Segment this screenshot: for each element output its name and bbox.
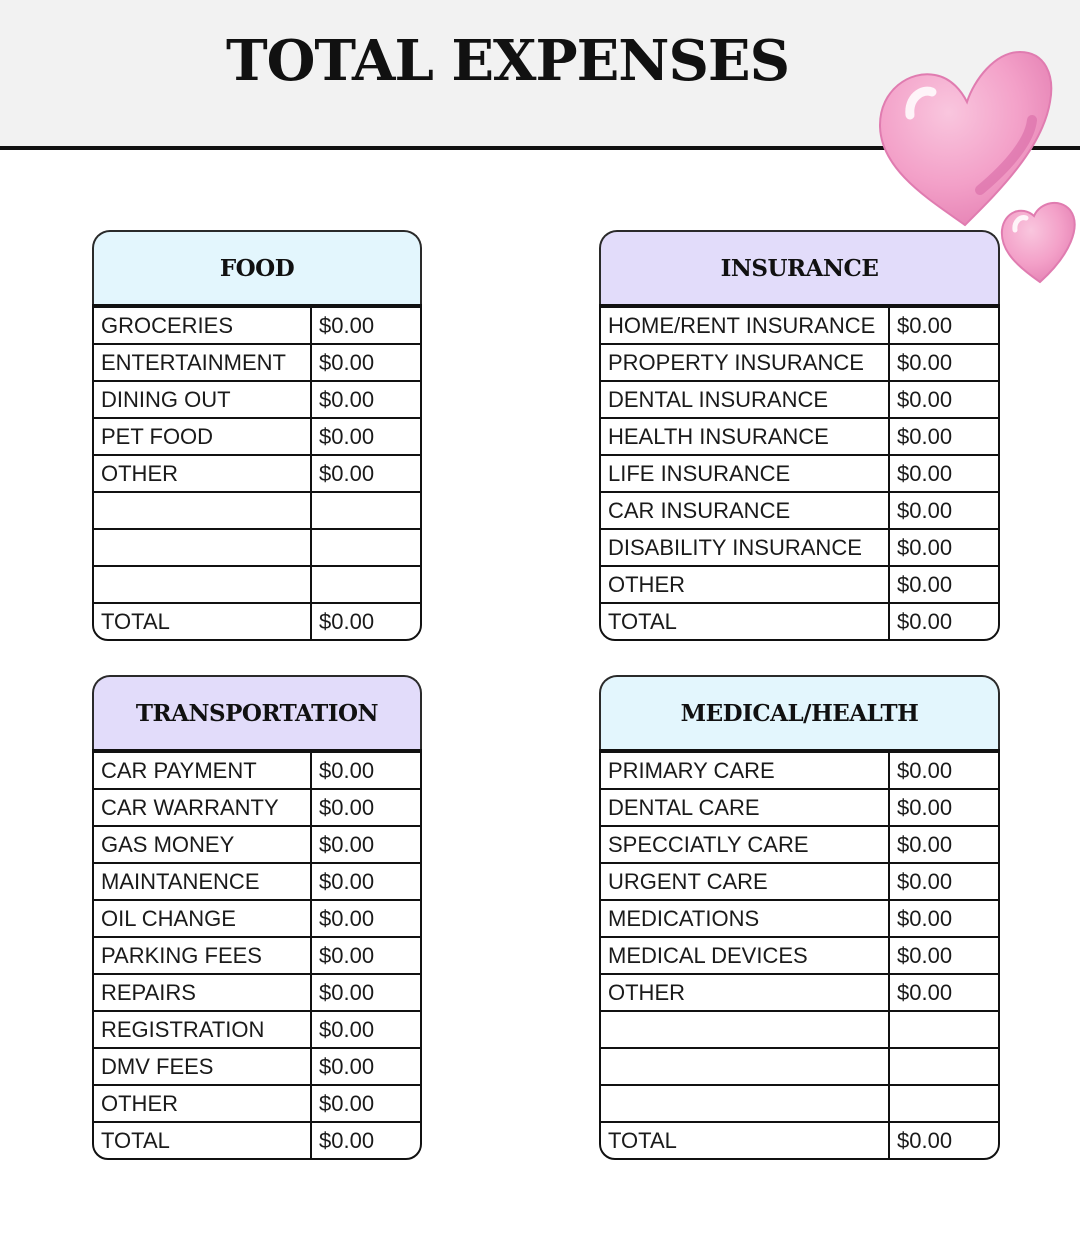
row-amount[interactable]: [312, 530, 420, 565]
row-label: CAR WARRANTY: [94, 790, 312, 825]
table-row: [94, 973, 420, 1010]
row-amount[interactable]: $0.00: [897, 979, 953, 1005]
table-row: [94, 306, 420, 343]
row-label: REGISTRATION: [94, 1012, 312, 1047]
table-row: [601, 491, 998, 528]
table-row: [601, 1010, 998, 1047]
row-amount[interactable]: $0.00: [897, 794, 953, 820]
food-header: FOOD: [92, 230, 422, 304]
row-label: PARKING FEES: [94, 938, 312, 973]
row-label: OTHER: [601, 975, 890, 1010]
page-title: TOTAL EXPENSES: [225, 28, 790, 94]
row-label: [601, 1049, 890, 1084]
row-label: LIFE INSURANCE: [601, 456, 890, 491]
row-label: CAR PAYMENT: [94, 753, 312, 788]
row-amount[interactable]: $0.00: [897, 571, 953, 597]
table-row: [94, 936, 420, 973]
food-total-row: [94, 602, 420, 639]
table-row: [94, 862, 420, 899]
table-row: [94, 788, 420, 825]
row-label: [601, 1086, 890, 1121]
row-amount[interactable]: $0.00: [319, 868, 375, 894]
row-amount[interactable]: $0.00: [319, 608, 375, 634]
row-label: TOTAL: [94, 1123, 312, 1158]
table-row: [601, 565, 998, 602]
medical-card: [599, 675, 1000, 1160]
table-row: [601, 454, 998, 491]
row-label: MEDICAL DEVICES: [601, 938, 890, 973]
row-label: HOME/RENT INSURANCE: [601, 308, 890, 343]
row-label: DISABILITY INSURANCE: [601, 530, 890, 565]
medical-total-row: [601, 1121, 998, 1158]
row-amount[interactable]: $0.00: [319, 831, 375, 857]
row-label: TOTAL: [601, 604, 890, 639]
table-row: [601, 1047, 998, 1084]
row-amount[interactable]: $0.00: [319, 312, 375, 338]
row-label: MEDICATIONS: [601, 901, 890, 936]
row-label: TOTAL: [601, 1123, 890, 1158]
row-label: URGENT CARE: [601, 864, 890, 899]
row-amount[interactable]: $0.00: [897, 905, 953, 931]
row-label: [94, 567, 312, 602]
row-label: GAS MONEY: [94, 827, 312, 862]
row-amount[interactable]: $0.00: [897, 460, 953, 486]
table-row: [601, 788, 998, 825]
transportation-card: [92, 675, 422, 1160]
table-row: [94, 528, 420, 565]
heart-icon: [880, 52, 1051, 225]
transportation-table: [92, 749, 422, 1160]
row-label: CAR INSURANCE: [601, 493, 890, 528]
row-label: PRIMARY CARE: [601, 753, 890, 788]
row-amount[interactable]: $0.00: [319, 349, 375, 375]
row-label: DENTAL INSURANCE: [601, 382, 890, 417]
row-label: [94, 530, 312, 565]
row-label: [94, 493, 312, 528]
row-amount[interactable]: $0.00: [897, 868, 953, 894]
row-amount[interactable]: [890, 1086, 998, 1121]
row-amount[interactable]: $0.00: [319, 386, 375, 412]
row-label: OTHER: [601, 567, 890, 602]
row-amount[interactable]: $0.00: [319, 1053, 375, 1079]
row-amount[interactable]: $0.00: [897, 349, 953, 375]
row-label: MAINTANENCE: [94, 864, 312, 899]
table-row: [94, 1084, 420, 1121]
row-amount[interactable]: $0.00: [319, 1127, 375, 1153]
table-row: [94, 491, 420, 528]
row-label: HEALTH INSURANCE: [601, 419, 890, 454]
row-label: OIL CHANGE: [94, 901, 312, 936]
table-row: [601, 343, 998, 380]
table-row: [94, 380, 420, 417]
food-card: [92, 230, 422, 641]
row-amount[interactable]: $0.00: [897, 386, 953, 412]
table-row: [601, 973, 998, 1010]
row-amount[interactable]: $0.00: [319, 423, 375, 449]
row-amount[interactable]: $0.00: [319, 794, 375, 820]
row-label: OTHER: [94, 1086, 312, 1121]
table-row: [94, 1010, 420, 1047]
row-label: REPAIRS: [94, 975, 312, 1010]
table-row: [601, 751, 998, 788]
row-label: OTHER: [94, 456, 312, 491]
row-amount[interactable]: $0.00: [897, 831, 953, 857]
row-amount[interactable]: $0.00: [897, 423, 953, 449]
row-label: DMV FEES: [94, 1049, 312, 1084]
row-amount[interactable]: [312, 567, 420, 602]
table-row: [94, 899, 420, 936]
table-row: [601, 825, 998, 862]
row-label: PET FOOD: [94, 419, 312, 454]
table-row: [94, 751, 420, 788]
transportation-total-row: [94, 1121, 420, 1158]
row-label: PROPERTY INSURANCE: [601, 345, 890, 380]
row-amount[interactable]: $0.00: [897, 608, 953, 634]
medical-table: [599, 749, 1000, 1160]
table-row: [601, 936, 998, 973]
row-amount[interactable]: $0.00: [897, 497, 953, 523]
table-row: [94, 565, 420, 602]
table-row: [94, 343, 420, 380]
row-label: DINING OUT: [94, 382, 312, 417]
insurance-table: [599, 304, 1000, 641]
insurance-total-row: [601, 602, 998, 639]
row-amount[interactable]: $0.00: [319, 460, 375, 486]
medical-header: MEDICAL/HEALTH: [599, 675, 1000, 749]
table-row: [94, 1047, 420, 1084]
table-row: [601, 899, 998, 936]
row-amount[interactable]: $0.00: [319, 1090, 375, 1116]
row-amount[interactable]: $0.00: [319, 979, 375, 1005]
row-label: [601, 1012, 890, 1047]
insurance-card: [599, 230, 1000, 641]
row-amount[interactable]: $0.00: [897, 534, 953, 560]
row-label: TOTAL: [94, 604, 312, 639]
row-amount[interactable]: $0.00: [319, 1016, 375, 1042]
row-label: DENTAL CARE: [601, 790, 890, 825]
row-amount[interactable]: $0.00: [897, 757, 953, 783]
row-amount[interactable]: $0.00: [319, 757, 375, 783]
food-table: [92, 304, 422, 641]
row-label: ENTERTAINMENT: [94, 345, 312, 380]
row-amount[interactable]: $0.00: [897, 312, 953, 338]
row-label: SPECCIATLY CARE: [601, 827, 890, 862]
table-row: [601, 528, 998, 565]
table-row: [94, 417, 420, 454]
row-amount[interactable]: [312, 493, 420, 528]
row-amount[interactable]: [890, 1012, 998, 1047]
row-label: GROCERIES: [94, 308, 312, 343]
insurance-header: INSURANCE: [599, 230, 1000, 304]
row-amount[interactable]: $0.00: [319, 905, 375, 931]
table-row: [601, 862, 998, 899]
heart-icon: [1002, 203, 1075, 282]
table-row: [601, 380, 998, 417]
table-row: [94, 825, 420, 862]
row-amount[interactable]: $0.00: [319, 942, 375, 968]
table-row: [601, 417, 998, 454]
table-row: [601, 306, 998, 343]
row-amount[interactable]: $0.00: [897, 1127, 953, 1153]
transportation-header: TRANSPORTATION: [92, 675, 422, 749]
row-amount[interactable]: $0.00: [897, 942, 953, 968]
table-row: [601, 1084, 998, 1121]
row-amount[interactable]: [890, 1049, 998, 1084]
table-row: [94, 454, 420, 491]
